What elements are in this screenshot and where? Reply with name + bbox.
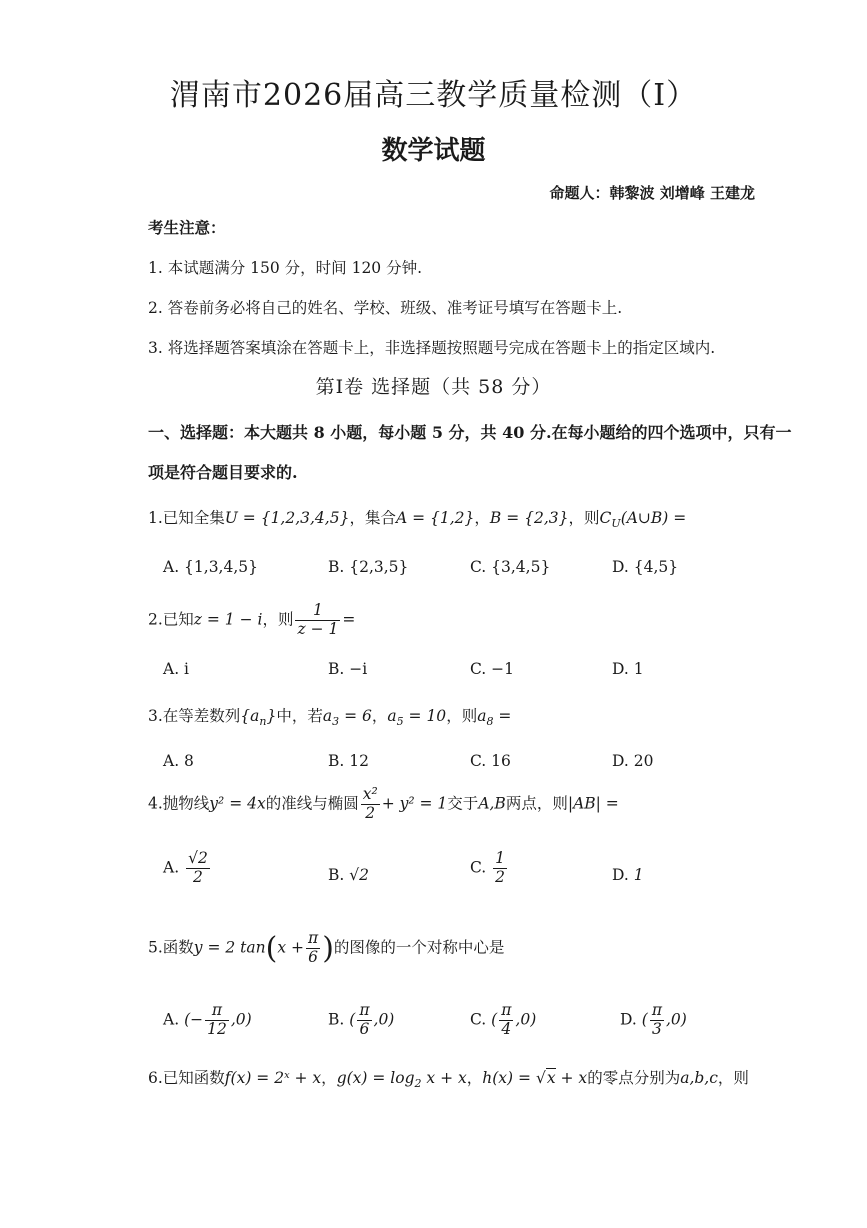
question-5-fraction: $\frac{\pi}{6}$ (308, 929, 319, 966)
notice-item-3: 3. 将选择题答案填涂在答题卡上，非选择题按照题号完成在答题卡上的指定区域内. (148, 339, 716, 357)
question-1-option-b: B. {2,3,5} (328, 558, 409, 576)
question-3-option-a: A. 8 (163, 752, 194, 770)
notice-item-2: 2. 答卷前务必将自己的姓名、学校、班级、准考证号填写在答题卡上. (148, 299, 623, 317)
question-5-option-a: A. (− $\frac{\pi}{12}$ ,0) (163, 1001, 252, 1038)
question-2-option-c: C. −1 (470, 660, 515, 678)
question-5-stem: 5.函数y = 2 tan(x + $\frac{\pi}{6}$ )的图像的一个对称中心是 (148, 929, 505, 966)
section-title: 第Ⅰ卷 选择题（共 58 分） (315, 376, 552, 398)
notice-heading: 考生注意： (148, 218, 226, 237)
question-5-option-d: D. ( $\frac{\pi}{3}$ ,0) (620, 1001, 687, 1038)
question-3-stem: 3.在等差数列$\{a_n\}$中，若$a_3 = 6$，$a_5 = 10$，则$a_8$ = (148, 707, 512, 729)
question-4-option-a: A. $\frac{√2}{2}$ (163, 849, 208, 886)
question-4-option-c: C. $\frac{1}{2}$ (470, 849, 506, 886)
question-3-option-c: C. 16 (470, 752, 511, 770)
question-5-option-b: B. ( $\frac{\pi}{6}$ ,0) (328, 1001, 395, 1038)
question-6-stem: 6.已知函数f(x) = 2ˣ + x，$g(x) = \log_2 x + x$，h(x) = √x + x的零点分别为a,b,c，则 (148, 1069, 749, 1091)
question-2-option-d: D. 1 (612, 660, 644, 678)
question-1-stem: 1.已知全集U = {1,2,3,4,5}，集合A = {1,2}，B = {2,3}，则$C_U(A\cup B)$ = (148, 509, 687, 531)
question-4-stem: 4.抛物线y² = 4x的准线与椭圆 $\frac{\text{x²}}{2}$ + y² = 1交于A,B两点，则|AB| = (148, 785, 619, 822)
question-2-fraction: $\frac{1}{z - 1}$ (297, 601, 339, 638)
question-2-stem: 2.已知z = 1 − i，则 $\frac{1}{z - 1}$ = (148, 601, 356, 638)
notice-item-1: 1. 本试题满分 150 分，时间 120 分钟. (148, 259, 423, 277)
question-3-option-b: B. 12 (328, 752, 369, 770)
section-instruction-line2: 项是符合题目要求的. (148, 463, 298, 482)
question-2-option-b: B. −i (328, 660, 368, 678)
question-1-option-a: A. {1,3,4,5} (163, 558, 258, 576)
question-2-option-a: A. i (163, 660, 190, 678)
question-4-option-d: D. 1 (612, 866, 644, 884)
exam-title: 渭南市2026届高三教学质量检测（Ⅰ） (169, 78, 698, 113)
question-4-fraction: $\frac{\text{x²}}{2}$ (362, 785, 378, 822)
question-5-option-c: C. ( $\frac{\pi}{4}$ ,0) (470, 1001, 537, 1038)
question-3-option-d: D. 20 (612, 752, 654, 770)
exam-authors: 命题人：韩黎波 刘增峰 王建龙 (549, 184, 755, 202)
question-1-option-d: D. {4,5} (612, 558, 679, 576)
exam-subtitle: 数学试题 (381, 136, 486, 166)
section-instruction-line1: 一、选择题：本大题共 8 小题，每小题 5 分，共 40 分.在每小题给的四个选项中，只有一 (148, 423, 792, 442)
question-1-option-c: C. {3,4,5} (470, 558, 551, 576)
question-4-option-b: B. √2 (328, 866, 370, 884)
